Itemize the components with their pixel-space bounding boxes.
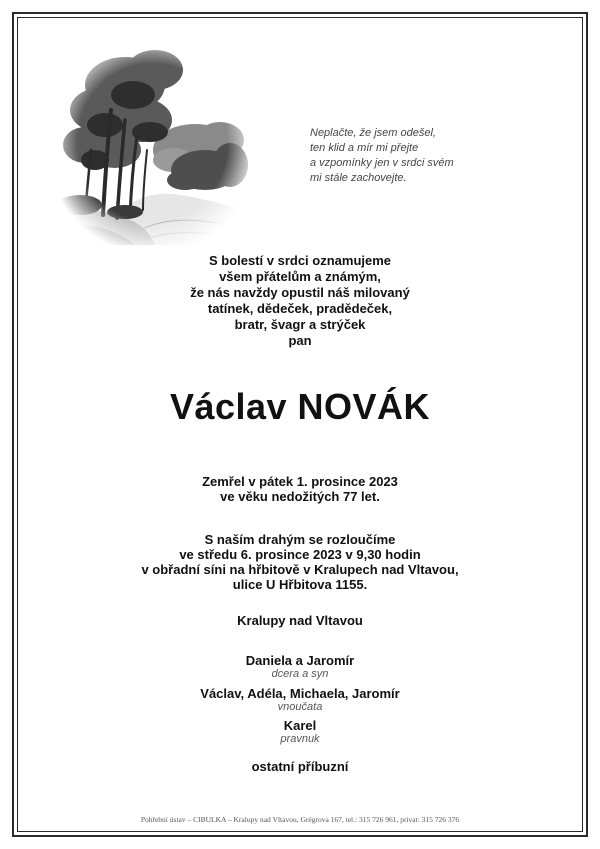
ceremony-info — [0, 532, 600, 592]
intro-line: tatínek, dědeček, pradědeček, — [207, 301, 393, 316]
family-group — [0, 718, 600, 745]
family-names: Karel — [283, 718, 317, 733]
death-info — [0, 474, 600, 504]
family-relation: pravnuk — [280, 733, 320, 745]
family-group — [0, 686, 600, 713]
family-names: Václav, Adéla, Michaela, Jaromír — [200, 686, 400, 701]
family-group — [0, 759, 600, 774]
poem-line: mi stále zachovejte. — [310, 172, 407, 184]
poem-line: a vzpomínky jen v srdci svém — [310, 157, 454, 169]
intro-line: že nás navždy opustil náš milovaný — [190, 285, 410, 300]
funeral-home-footer: Pohřební ústav – CIBULKA – Kralupy nad Vltavou, Grégrova 167, tel.: 315 726 961, privat: 315 726 376 — [140, 815, 460, 824]
ceremony-line: v obřadní síni na hřbitově v Kralupech nad Vltavou, — [141, 562, 459, 577]
family-relation: vnoučata — [277, 701, 323, 713]
death-date-line: Zemřel v pátek 1. prosince 2023 — [202, 474, 398, 489]
landscape-engraving-image — [55, 40, 250, 245]
place: Kralupy nad Vltavou — [237, 613, 363, 628]
announcement-intro — [0, 253, 600, 333]
family-group — [0, 653, 600, 680]
deceased-name: Václav NOVÁK — [169, 386, 431, 427]
intro-line: S bolestí v srdci oznamujeme — [208, 253, 392, 268]
ceremony-line: S naším drahým se rozloučíme — [204, 532, 396, 547]
poem-line: ten klid a mír mi přejte — [310, 142, 419, 154]
family-relation: dcera a syn — [271, 668, 329, 680]
ceremony-line: ve středu 6. prosince 2023 v 9,30 hodin — [179, 547, 421, 562]
age-line: ve věku nedožitých 77 let. — [220, 489, 380, 504]
family-names: ostatní příbuzní — [251, 759, 349, 774]
memorial-poem — [310, 126, 550, 186]
intro-line: bratr, švagr a strýček — [234, 317, 366, 332]
poem-line: Neplačte, že jsem odešel, — [310, 127, 436, 139]
family-names: Daniela a Jaromír — [245, 653, 355, 668]
ceremony-line: ulice U Hřbitova 1155. — [232, 577, 368, 592]
intro-line: všem přátelům a známým, — [219, 269, 381, 284]
salutation: pan — [288, 333, 312, 348]
